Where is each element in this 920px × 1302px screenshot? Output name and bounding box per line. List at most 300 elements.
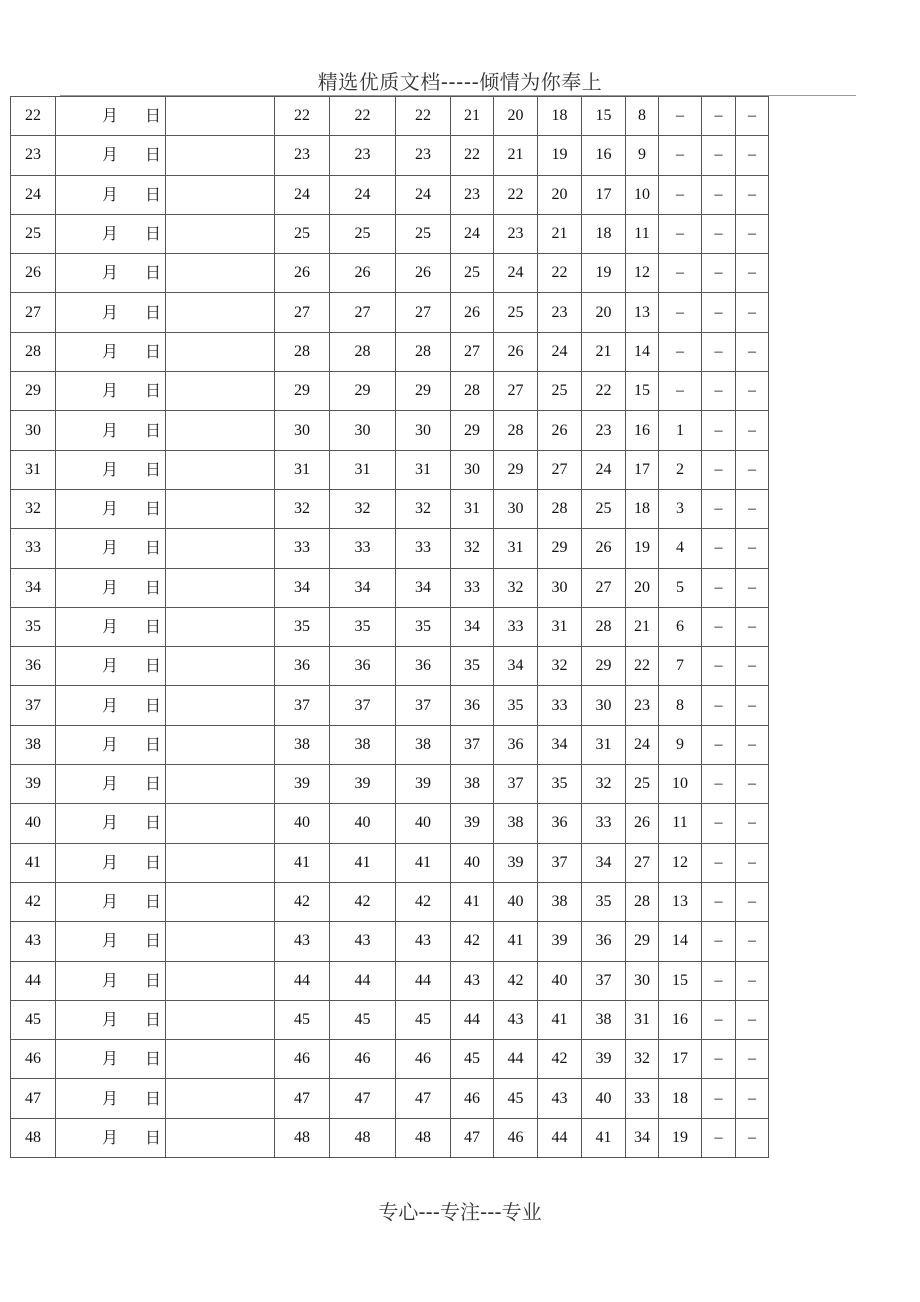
value-cell: 25: [626, 765, 659, 804]
value-cell: 28: [451, 372, 494, 411]
day-label: 日: [145, 1127, 162, 1147]
value-cell: 30: [330, 411, 396, 450]
day-label: 日: [145, 459, 162, 479]
month-day-cell: [56, 568, 166, 607]
value-cell: 24: [275, 175, 330, 214]
value-cell: 23: [330, 136, 396, 175]
value-cell: 32: [451, 529, 494, 568]
value-cell: –: [736, 961, 769, 1000]
blank-cell: [166, 725, 275, 764]
value-cell: 34: [494, 647, 538, 686]
value-cell: –: [702, 97, 736, 136]
value-cell: 21: [582, 332, 626, 371]
value-cell: 44: [275, 961, 330, 1000]
blank-cell: [166, 1118, 275, 1157]
value-cell: 31: [396, 450, 451, 489]
value-cell: –: [659, 175, 702, 214]
value-cell: 40: [538, 961, 582, 1000]
value-cell: 29: [538, 529, 582, 568]
value-cell: 43: [275, 922, 330, 961]
month-label: 月: [101, 1049, 118, 1069]
value-cell: –: [702, 804, 736, 843]
row-number-cell: 45: [11, 1000, 56, 1039]
value-cell: 14: [626, 332, 659, 371]
value-cell: –: [702, 489, 736, 528]
value-cell: 12: [659, 843, 702, 882]
blank-cell: [166, 843, 275, 882]
value-cell: 26: [396, 254, 451, 293]
table-row: [11, 1000, 769, 1039]
table-row: [11, 97, 769, 136]
table-row: [11, 332, 769, 371]
month-day-cell: [56, 843, 166, 882]
value-cell: 19: [659, 1118, 702, 1157]
value-cell: 16: [626, 411, 659, 450]
value-cell: 47: [451, 1118, 494, 1157]
month-day-cell: [56, 214, 166, 253]
value-cell: –: [736, 214, 769, 253]
value-cell: 33: [582, 804, 626, 843]
value-cell: 42: [330, 882, 396, 921]
value-cell: –: [736, 1040, 769, 1079]
value-cell: 22: [275, 97, 330, 136]
table-row: [11, 529, 769, 568]
value-cell: 40: [275, 804, 330, 843]
month-label: 月: [101, 381, 118, 401]
value-cell: –: [736, 922, 769, 961]
value-cell: 44: [494, 1040, 538, 1079]
value-cell: 37: [396, 686, 451, 725]
value-cell: 29: [396, 372, 451, 411]
value-cell: 5: [659, 568, 702, 607]
value-cell: –: [702, 136, 736, 175]
row-number-cell: 28: [11, 332, 56, 371]
value-cell: 44: [330, 961, 396, 1000]
value-cell: –: [702, 686, 736, 725]
value-cell: 36: [275, 647, 330, 686]
month-day-cell: [56, 254, 166, 293]
value-cell: 45: [330, 1000, 396, 1039]
month-label: 月: [101, 695, 118, 715]
month-label: 月: [101, 459, 118, 479]
month-day-cell: [56, 725, 166, 764]
value-cell: 34: [538, 725, 582, 764]
value-cell: 34: [626, 1118, 659, 1157]
value-cell: 43: [330, 922, 396, 961]
table-row: [11, 136, 769, 175]
value-cell: 36: [330, 647, 396, 686]
row-number-cell: 40: [11, 804, 56, 843]
value-cell: 35: [582, 882, 626, 921]
value-cell: 27: [451, 332, 494, 371]
value-cell: 17: [626, 450, 659, 489]
value-cell: 34: [396, 568, 451, 607]
value-cell: –: [702, 961, 736, 1000]
blank-cell: [166, 882, 275, 921]
row-number-cell: 41: [11, 843, 56, 882]
value-cell: 27: [275, 293, 330, 332]
value-cell: 42: [396, 882, 451, 921]
blank-cell: [166, 1079, 275, 1118]
month-label: 月: [101, 341, 118, 361]
value-cell: 36: [538, 804, 582, 843]
value-cell: 27: [538, 450, 582, 489]
row-number-cell: 30: [11, 411, 56, 450]
value-cell: 19: [582, 254, 626, 293]
value-cell: 34: [451, 607, 494, 646]
blank-cell: [166, 136, 275, 175]
value-cell: 24: [582, 450, 626, 489]
value-cell: 40: [396, 804, 451, 843]
table-row: [11, 686, 769, 725]
value-cell: 41: [582, 1118, 626, 1157]
value-cell: 28: [582, 607, 626, 646]
value-cell: 48: [275, 1118, 330, 1157]
value-cell: 29: [275, 372, 330, 411]
value-cell: –: [702, 293, 736, 332]
value-cell: 10: [626, 175, 659, 214]
value-cell: 10: [659, 765, 702, 804]
value-cell: 7: [659, 647, 702, 686]
value-cell: 37: [451, 725, 494, 764]
value-cell: 27: [494, 372, 538, 411]
row-number-cell: 25: [11, 214, 56, 253]
value-cell: –: [659, 214, 702, 253]
value-cell: 38: [494, 804, 538, 843]
value-cell: 3: [659, 489, 702, 528]
value-cell: 24: [451, 214, 494, 253]
value-cell: –: [702, 214, 736, 253]
value-cell: –: [736, 882, 769, 921]
month-label: 月: [101, 931, 118, 951]
value-cell: 44: [538, 1118, 582, 1157]
table-body: [11, 97, 769, 1158]
month-day-cell: [56, 1000, 166, 1039]
value-cell: 31: [494, 529, 538, 568]
value-cell: 9: [626, 136, 659, 175]
month-label: 月: [101, 577, 118, 597]
value-cell: 34: [275, 568, 330, 607]
value-cell: 20: [494, 97, 538, 136]
row-number-cell: 23: [11, 136, 56, 175]
blank-cell: [166, 804, 275, 843]
value-cell: 38: [275, 725, 330, 764]
value-cell: 25: [538, 372, 582, 411]
value-cell: 11: [659, 804, 702, 843]
value-cell: 24: [538, 332, 582, 371]
value-cell: 33: [451, 568, 494, 607]
value-cell: 22: [582, 372, 626, 411]
table-row: [11, 647, 769, 686]
value-cell: –: [702, 568, 736, 607]
day-label: 日: [145, 538, 162, 558]
value-cell: 28: [494, 411, 538, 450]
blank-cell: [166, 647, 275, 686]
month-label: 月: [101, 499, 118, 519]
blank-cell: [166, 529, 275, 568]
value-cell: –: [702, 882, 736, 921]
value-cell: 44: [396, 961, 451, 1000]
value-cell: 38: [451, 765, 494, 804]
month-day-cell: [56, 489, 166, 528]
value-cell: 18: [538, 97, 582, 136]
value-cell: –: [736, 293, 769, 332]
blank-cell: [166, 450, 275, 489]
value-cell: 33: [275, 529, 330, 568]
month-day-cell: [56, 1118, 166, 1157]
value-cell: 35: [538, 765, 582, 804]
value-cell: 35: [396, 607, 451, 646]
row-number-cell: 31: [11, 450, 56, 489]
row-number-cell: 22: [11, 97, 56, 136]
value-cell: 30: [494, 489, 538, 528]
value-cell: 43: [494, 1000, 538, 1039]
value-cell: 37: [275, 686, 330, 725]
value-cell: –: [736, 804, 769, 843]
value-cell: –: [702, 529, 736, 568]
value-cell: –: [736, 1000, 769, 1039]
value-cell: 21: [538, 214, 582, 253]
value-cell: 29: [494, 450, 538, 489]
value-cell: 32: [582, 765, 626, 804]
value-cell: 46: [494, 1118, 538, 1157]
month-label: 月: [101, 1009, 118, 1029]
value-cell: 36: [396, 647, 451, 686]
blank-cell: [166, 765, 275, 804]
month-day-cell: [56, 765, 166, 804]
blank-cell: [166, 372, 275, 411]
value-cell: 48: [396, 1118, 451, 1157]
table-row: [11, 568, 769, 607]
blank-cell: [166, 607, 275, 646]
value-cell: –: [702, 843, 736, 882]
value-cell: –: [702, 1118, 736, 1157]
value-cell: –: [702, 1000, 736, 1039]
blank-cell: [166, 254, 275, 293]
value-cell: 47: [396, 1079, 451, 1118]
value-cell: –: [736, 372, 769, 411]
value-cell: 37: [494, 765, 538, 804]
value-cell: 25: [451, 254, 494, 293]
value-cell: –: [702, 725, 736, 764]
value-cell: 30: [626, 961, 659, 1000]
value-cell: 20: [626, 568, 659, 607]
value-cell: 20: [538, 175, 582, 214]
value-cell: 29: [330, 372, 396, 411]
month-day-cell: [56, 411, 166, 450]
month-day-cell: [56, 607, 166, 646]
month-day-cell: [56, 372, 166, 411]
value-cell: 23: [275, 136, 330, 175]
value-cell: 40: [494, 882, 538, 921]
month-day-cell: [56, 293, 166, 332]
table-row: [11, 372, 769, 411]
value-cell: 18: [659, 1079, 702, 1118]
data-table: [10, 96, 769, 1158]
month-label: 月: [101, 263, 118, 283]
value-cell: 17: [582, 175, 626, 214]
month-day-cell: [56, 529, 166, 568]
value-cell: 40: [330, 804, 396, 843]
value-cell: 28: [538, 489, 582, 528]
value-cell: 22: [494, 175, 538, 214]
day-label: 日: [145, 106, 162, 126]
value-cell: 46: [330, 1040, 396, 1079]
table-row: [11, 175, 769, 214]
row-number-cell: 38: [11, 725, 56, 764]
day-label: 日: [145, 263, 162, 283]
row-number-cell: 36: [11, 647, 56, 686]
value-cell: 23: [582, 411, 626, 450]
value-cell: 32: [275, 489, 330, 528]
value-cell: 34: [582, 843, 626, 882]
value-cell: –: [736, 97, 769, 136]
value-cell: 27: [330, 293, 396, 332]
day-label: 日: [145, 184, 162, 204]
day-label: 日: [145, 892, 162, 912]
value-cell: 35: [330, 607, 396, 646]
value-cell: –: [736, 1079, 769, 1118]
value-cell: 13: [659, 882, 702, 921]
value-cell: 30: [582, 686, 626, 725]
month-label: 月: [101, 1127, 118, 1147]
value-cell: 18: [626, 489, 659, 528]
value-cell: 43: [396, 922, 451, 961]
row-number-cell: 46: [11, 1040, 56, 1079]
month-label: 月: [101, 224, 118, 244]
value-cell: 21: [626, 607, 659, 646]
value-cell: 39: [538, 922, 582, 961]
value-cell: 35: [451, 647, 494, 686]
value-cell: –: [702, 372, 736, 411]
value-cell: –: [736, 450, 769, 489]
value-cell: –: [736, 725, 769, 764]
day-label: 日: [145, 1049, 162, 1069]
value-cell: 19: [538, 136, 582, 175]
value-cell: 1: [659, 411, 702, 450]
value-cell: 2: [659, 450, 702, 489]
row-number-cell: 44: [11, 961, 56, 1000]
blank-cell: [166, 686, 275, 725]
table-row: [11, 1079, 769, 1118]
value-cell: –: [736, 568, 769, 607]
value-cell: –: [736, 843, 769, 882]
value-cell: 9: [659, 725, 702, 764]
value-cell: 43: [538, 1079, 582, 1118]
month-day-cell: [56, 882, 166, 921]
table-row: [11, 293, 769, 332]
table-row: [11, 843, 769, 882]
value-cell: 41: [275, 843, 330, 882]
value-cell: –: [736, 686, 769, 725]
value-cell: 26: [330, 254, 396, 293]
value-cell: –: [702, 1040, 736, 1079]
row-number-cell: 32: [11, 489, 56, 528]
blank-cell: [166, 961, 275, 1000]
value-cell: 27: [626, 843, 659, 882]
value-cell: 31: [538, 607, 582, 646]
value-cell: –: [736, 332, 769, 371]
month-day-cell: [56, 961, 166, 1000]
value-cell: 44: [451, 1000, 494, 1039]
value-cell: 43: [451, 961, 494, 1000]
value-cell: 34: [330, 568, 396, 607]
month-label: 月: [101, 184, 118, 204]
blank-cell: [166, 1040, 275, 1079]
value-cell: 45: [396, 1000, 451, 1039]
row-number-cell: 39: [11, 765, 56, 804]
day-label: 日: [145, 420, 162, 440]
month-label: 月: [101, 302, 118, 322]
table-row: [11, 804, 769, 843]
value-cell: 30: [451, 450, 494, 489]
month-day-cell: [56, 136, 166, 175]
value-cell: 27: [396, 293, 451, 332]
value-cell: 8: [659, 686, 702, 725]
row-number-cell: 24: [11, 175, 56, 214]
value-cell: 45: [451, 1040, 494, 1079]
value-cell: 41: [330, 843, 396, 882]
value-cell: 25: [494, 293, 538, 332]
table-row: [11, 254, 769, 293]
value-cell: 22: [451, 136, 494, 175]
month-day-cell: [56, 647, 166, 686]
value-cell: 29: [626, 922, 659, 961]
month-label: 月: [101, 656, 118, 676]
value-cell: 26: [494, 332, 538, 371]
month-day-cell: [56, 686, 166, 725]
value-cell: –: [702, 765, 736, 804]
value-cell: 35: [275, 607, 330, 646]
value-cell: –: [702, 332, 736, 371]
day-label: 日: [145, 656, 162, 676]
row-number-cell: 29: [11, 372, 56, 411]
month-day-cell: [56, 450, 166, 489]
row-number-cell: 33: [11, 529, 56, 568]
blank-cell: [166, 332, 275, 371]
blank-cell: [166, 293, 275, 332]
value-cell: 32: [494, 568, 538, 607]
value-cell: 39: [275, 765, 330, 804]
value-cell: 32: [626, 1040, 659, 1079]
value-cell: 19: [626, 529, 659, 568]
value-cell: –: [702, 647, 736, 686]
day-label: 日: [145, 577, 162, 597]
value-cell: 27: [582, 568, 626, 607]
page-footer-text: 专心---专注---专业: [378, 1200, 542, 1224]
value-cell: 32: [538, 647, 582, 686]
month-label: 月: [101, 774, 118, 794]
table-row: [11, 1040, 769, 1079]
value-cell: 23: [538, 293, 582, 332]
value-cell: 25: [330, 214, 396, 253]
value-cell: –: [659, 254, 702, 293]
value-cell: 33: [626, 1079, 659, 1118]
value-cell: 6: [659, 607, 702, 646]
value-cell: 36: [494, 725, 538, 764]
value-cell: 12: [626, 254, 659, 293]
value-cell: 26: [538, 411, 582, 450]
value-cell: –: [702, 1079, 736, 1118]
value-cell: 39: [330, 765, 396, 804]
value-cell: 40: [451, 843, 494, 882]
month-day-cell: [56, 922, 166, 961]
value-cell: 33: [494, 607, 538, 646]
value-cell: –: [736, 765, 769, 804]
value-cell: 45: [275, 1000, 330, 1039]
value-cell: 26: [451, 293, 494, 332]
row-number-cell: 27: [11, 293, 56, 332]
